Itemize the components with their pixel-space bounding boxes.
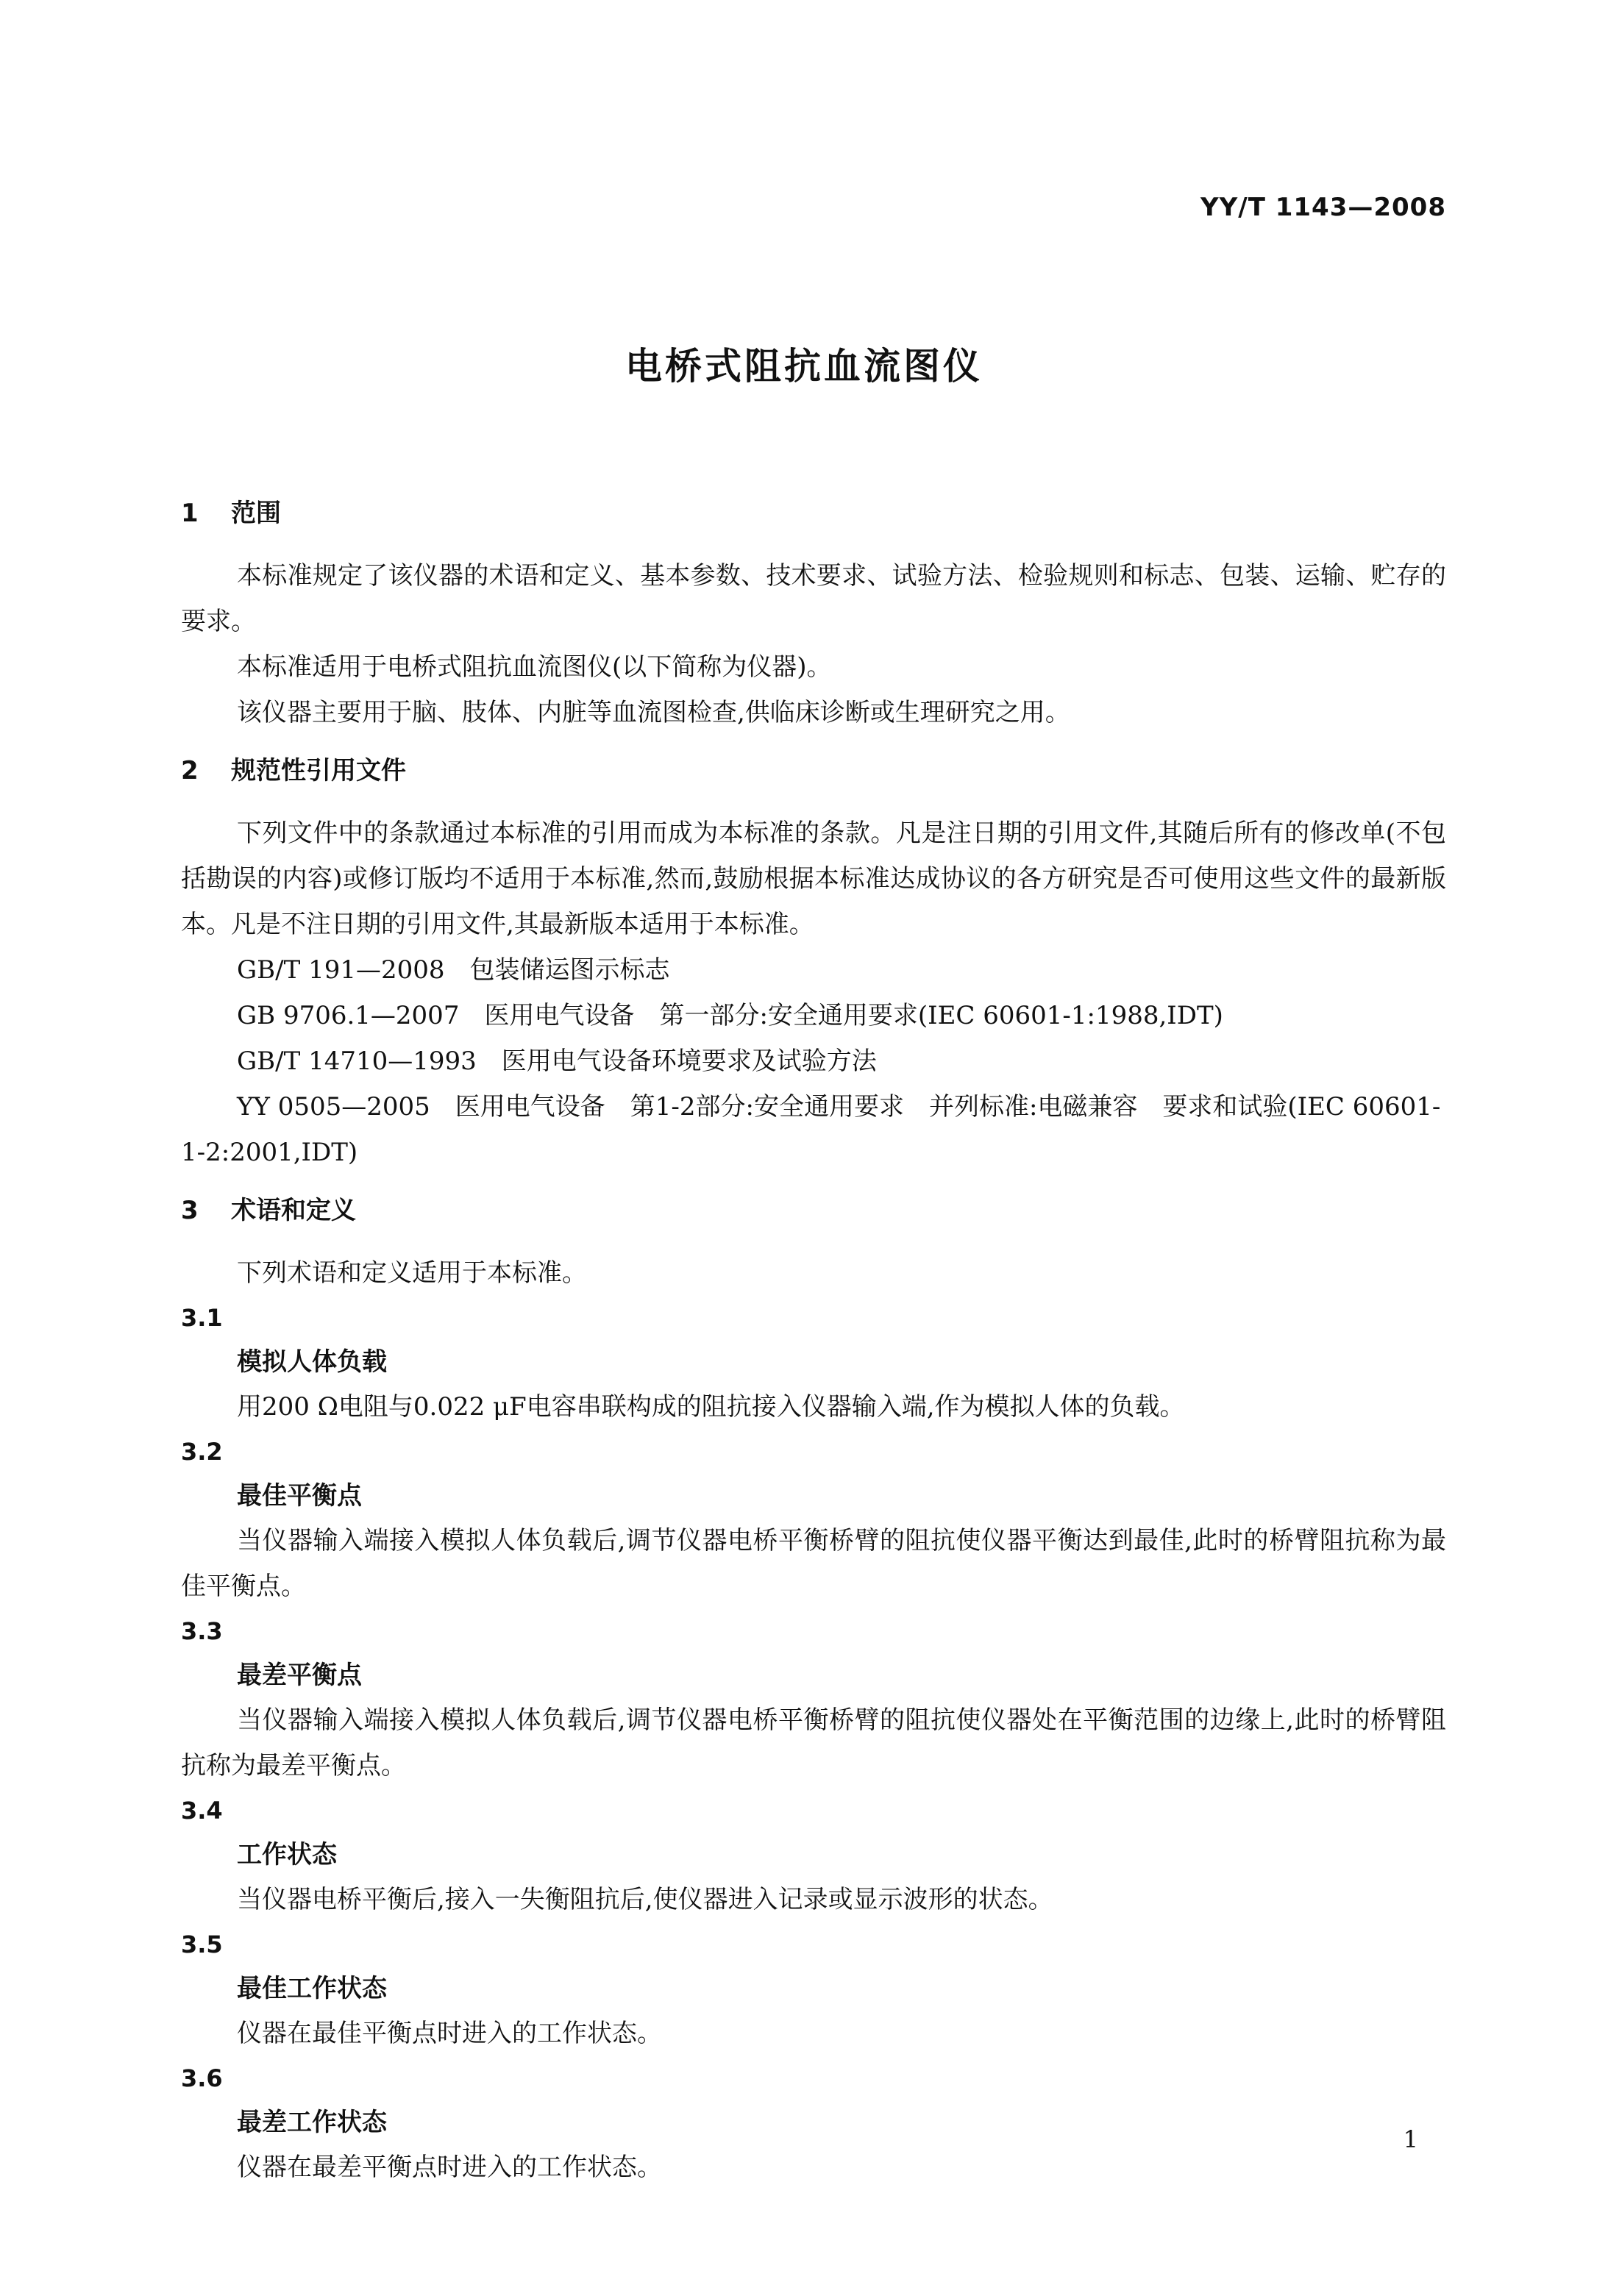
term-definition: 仪器在最佳平衡点时进入的工作状态。	[237, 2019, 662, 2048]
term-number: 3.4	[181, 1797, 223, 1825]
term-definition: 当仪器电桥平衡后,接入一失衡阻抗后,使仪器进入记录或显示波形的状态。	[237, 1885, 1053, 1914]
term-definition: 用200 Ω电阻与0.022 μF电容串联构成的阻抗接入仪器输入端,作为模拟人体的负载。	[237, 1392, 1185, 1422]
term-number: 3.2	[181, 1438, 223, 1466]
term-name: 最佳平衡点	[237, 1481, 362, 1511]
term-definition: 当仪器输入端接入模拟人体负载后,调节仪器电桥平衡桥臂的阻抗使仪器平衡达到最佳,此时的桥臂阻抗称为最佳平衡点。	[181, 1526, 1446, 1601]
term-name: 最差平衡点	[237, 1661, 362, 1690]
reference-item: GB/T 191—2008 包装储运图示标志	[237, 955, 670, 985]
section-title: 规范性引用文件	[231, 756, 406, 785]
section-terms-definitions	[181, 1188, 1446, 2190]
term-name: 最差工作状态	[237, 2108, 387, 2137]
paragraph: 本标准适用于电桥式阻抗血流图仪(以下简称为仪器)。	[237, 652, 832, 682]
paragraph: 下列文件中的条款通过本标准的引用而成为本标准的条款。凡是注日期的引用文件,其随后所有的修改单(不包括勘误的内容)或修订版均不适用于本标准,然而,鼓励根据本标准达成协议的各方研究是否可使用这些文件的最新版本。凡是不注日期的引用文件,其最新版本适用于本标准。	[181, 819, 1446, 939]
term-entry	[181, 1609, 1446, 1789]
section-normative-references	[181, 749, 1446, 1175]
page-number: 1	[1403, 2125, 1418, 2153]
term-entry	[181, 2056, 1446, 2190]
section-number: 3	[181, 1196, 199, 1225]
term-entry	[181, 1922, 1446, 2056]
paragraph: 本标准规定了该仪器的术语和定义、基本参数、技术要求、试验方法、检验规则和标志、包装、运输、贮存的要求。	[181, 561, 1446, 636]
term-name: 工作状态	[237, 1840, 337, 1869]
paragraph: 下列术语和定义适用于本标准。	[237, 1258, 587, 1288]
term-name: 最佳工作状态	[237, 1974, 387, 2003]
section-number: 2	[181, 756, 199, 785]
term-number: 3.5	[181, 1930, 223, 1958]
term-definition: 仪器在最差平衡点时进入的工作状态。	[237, 2153, 662, 2182]
paragraph: 该仪器主要用于脑、肢体、内脏等血流图检查,供临床诊断或生理研究之用。	[237, 698, 1070, 727]
term-entry	[181, 1789, 1446, 1922]
term-entry	[181, 1430, 1446, 1609]
term-number: 3.1	[181, 1304, 223, 1332]
term-entry	[181, 1296, 1446, 1430]
term-number: 3.3	[181, 1617, 223, 1645]
term-definition: 当仪器输入端接入模拟人体负载后,调节仪器电桥平衡桥臂的阻抗使仪器处在平衡范围的边缘上,此时的桥臂阻抗称为最差平衡点。	[181, 1705, 1446, 1780]
section-title: 范围	[231, 499, 281, 528]
reference-item: GB 9706.1—2007 医用电气设备 第一部分:安全通用要求(IEC 60601-1:1988,IDT)	[237, 1001, 1223, 1030]
term-name: 模拟人体负载	[237, 1347, 387, 1377]
section-heading	[181, 749, 1446, 793]
section-heading	[181, 1188, 1446, 1233]
term-number: 3.6	[181, 2064, 223, 2092]
document-title: 电桥式阻抗血流图仪	[625, 345, 983, 388]
section-heading	[181, 491, 1446, 535]
reference-item: YY 0505—2005 医用电气设备 第1-2部分:安全通用要求 并列标准:电磁兼容 要求和试验(IEC 60601-1-2:2001,IDT)	[181, 1092, 1441, 1167]
standard-number: YY/T 1143—2008	[1200, 193, 1446, 222]
section-scope	[181, 491, 1446, 735]
reference-item: GB/T 14710—1993 医用电气设备环境要求及试验方法	[237, 1047, 877, 1076]
section-number: 1	[181, 499, 199, 528]
section-title: 术语和定义	[231, 1196, 356, 1225]
document-body	[181, 491, 1446, 2203]
